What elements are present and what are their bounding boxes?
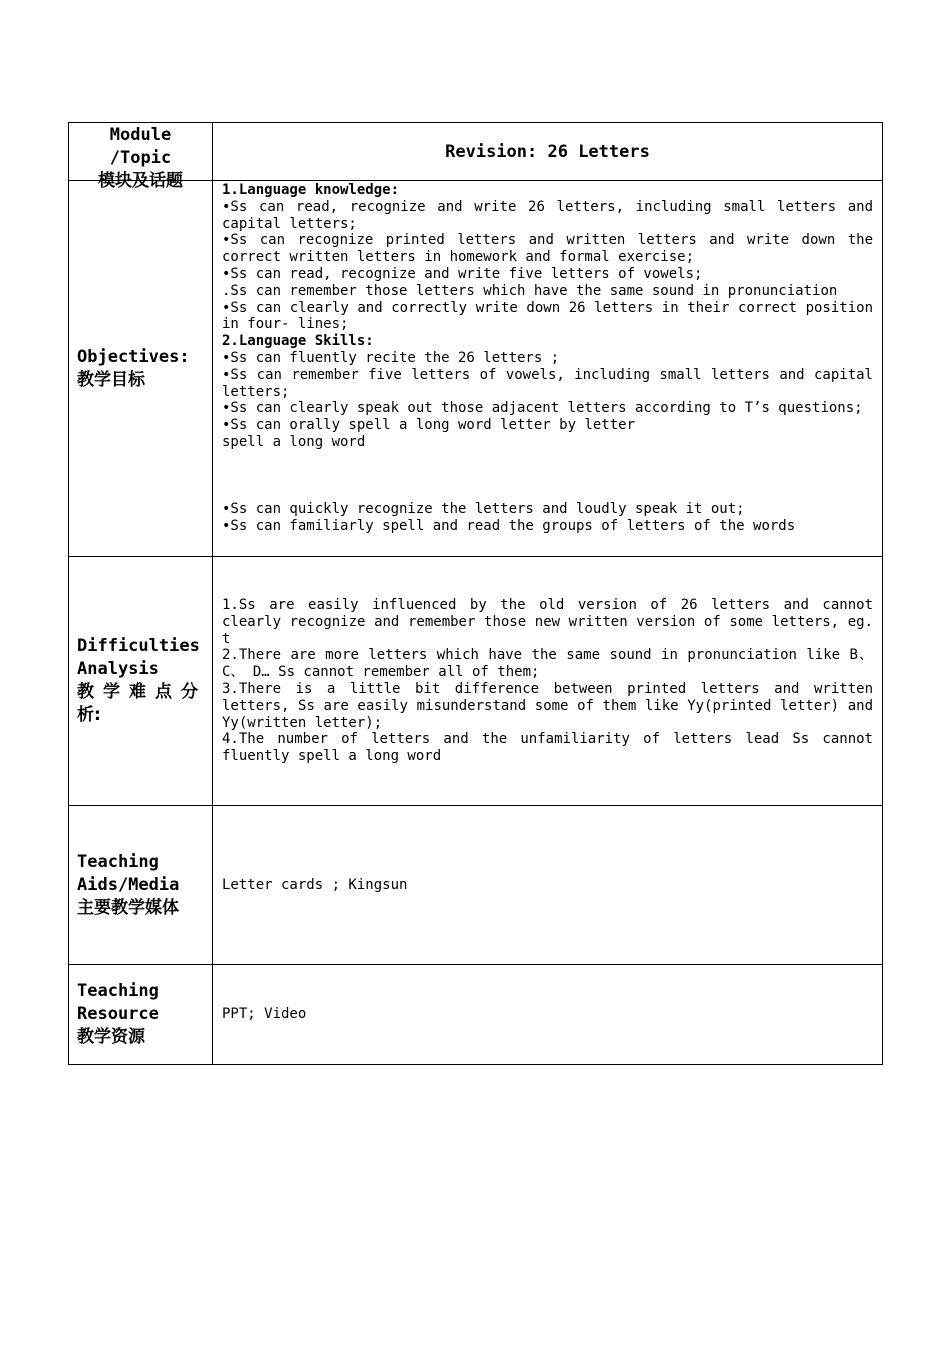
aids-label-2: Aids/Media (77, 874, 180, 895)
list-item: •Ss can clearly and correctly write down 26 letters in their correct position in four- lines; (222, 299, 873, 333)
knowledge-heading: 1.Language knowledge: (222, 182, 400, 198)
lesson-plan-table (68, 122, 883, 1065)
list-item: •Ss can read, recognize and write 26 letters, including small letters and capital letters; (222, 198, 873, 232)
resource-value: PPT; Video (222, 1006, 307, 1023)
list-item: •Ss can familiarly spell and read the groups of letters of the words (222, 517, 796, 534)
list-item: .Ss can remember those letters which have the same sound in pronunciation (222, 282, 838, 299)
difficulties-row (69, 557, 883, 806)
resource-content (213, 965, 883, 1065)
resource-zh-label: 教学资源 (77, 1027, 145, 1047)
objectives-zh-label: 教学目标 (77, 369, 145, 390)
analysis-label: Analysis (77, 659, 159, 679)
list-item: 4.The number of letters and the unfamiliarity of letters lead Ss cannot fluently spell a long word (222, 731, 873, 765)
aids-label-1: Teaching (77, 851, 159, 872)
list-item: •Ss can clearly speak out those adjacent letters according to T’s questions; (222, 400, 863, 417)
list-item: spell a long word (222, 433, 366, 450)
module-label: Module (109, 124, 172, 145)
list-item: •Ss can quickly recognize the letters and loudly speak it out; (222, 500, 745, 517)
difficulties-label-cell (69, 557, 213, 806)
module-topic-zh-label: 模块及话题 (98, 170, 183, 191)
objectives-label-cell (69, 181, 213, 557)
resource-label-2: Resource (77, 1004, 159, 1024)
list-item: 1.Ss are easily influenced by the old version of 26 letters and cannot clearly recognize and remember those new written version of some letters, eg. t (222, 597, 873, 647)
skills-heading: 2.Language Skills: (222, 333, 374, 350)
objectives-content (213, 181, 883, 557)
resource-label-1: Teaching (77, 981, 159, 1001)
module-topic-row (69, 123, 883, 181)
resource-label-cell (69, 965, 213, 1065)
objectives-label: Objectives: (77, 346, 190, 367)
difficulties-content (213, 557, 883, 806)
list-item: 2.There are more letters which have the same sound in pronunciation like B、C、 D… Ss cannot remember all of them; (222, 647, 873, 681)
difficulties-label: Difficulties (77, 636, 200, 656)
aids-zh-label: 主要教学媒体 (77, 897, 179, 918)
list-item: •Ss can recognize printed letters and written letters and write down the correct written letters in homework and formal exercise; (222, 232, 873, 266)
aids-row (69, 806, 883, 965)
aids-content (213, 806, 883, 965)
list-item: •Ss can fluently recite the 26 letters ; (222, 349, 560, 366)
list-item: •Ss can remember five letters of vowels, including small letters and capital letters; (222, 366, 873, 400)
aids-label-cell (69, 806, 213, 965)
module-topic-label-cell (69, 123, 213, 191)
list-item: 3.There is a little bit difference between printed letters and written letters, Ss are easily misunderstand some of them like Yy(printed letter) and Yy(written letter); (222, 681, 873, 731)
list-item: •Ss can orally spell a long word letter by letter (222, 417, 636, 434)
module-topic-value: Revision: 26 Letters (213, 123, 883, 181)
difficulties-zh-label: 教学难点分 (77, 682, 204, 702)
topic-label: /Topic (109, 147, 172, 168)
difficulties-zh-label-2: 析: (77, 705, 101, 725)
list-item: •Ss can read, recognize and write five letters of vowels; (222, 265, 703, 282)
aids-value: Letter cards ; Kingsun (222, 876, 408, 893)
objectives-row (69, 181, 883, 557)
resource-row (69, 965, 883, 1065)
